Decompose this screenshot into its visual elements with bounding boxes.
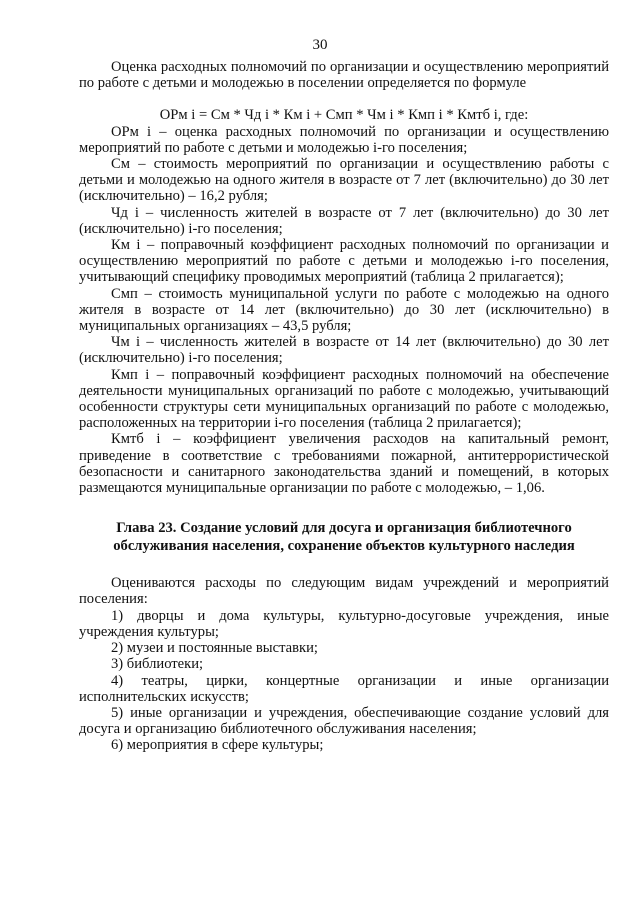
list-item: 2) музеи и постоянные выставки; [111, 640, 318, 657]
list-item: 1) дворцы и дома культуры, культурно-досуговые учреждения, иные учреждения культуры; [79, 607, 609, 640]
definition-kmtb: Кмтб i – коэффициент увеличения расходов на капитальный ремонт, приведение в соответствие с требованиями пожарной, антитеррористической безопасности и санитарного законодательства зданий и помещений, в которых размещаются муниципальные организации по работе с молодежью, – 1,06. [79, 431, 609, 497]
definition-chd: Чд i – численность жителей в возрасте от 7 лет (включительно) до 30 лет (исключительно) i-го поселения; [79, 204, 609, 237]
chapter-heading [79, 520, 609, 555]
definition-smp: Смп – стоимость муниципальной услуги по работе с молодежью на одного жителя в возрасте от 14 лет (включительно) до 30 лет (исключительно) в муниципальных организациях – 43,5 рубля; [79, 285, 609, 335]
chapter-heading-line-2: обслуживания населения, сохранение объектов культурного наследия [113, 537, 575, 554]
definition-kmp: Кмп i – поправочный коэффициент расходных полномочий на обеспечение деятельности муниципальных организаций по работе с молодежью, учитывающий особенности структуры сети муниципальных организаций по работе с молодежью, расположенных на территории i-го поселения (таблица 2 прилагается); [79, 366, 609, 432]
definition-ormi: ОРм i – оценка расходных полномочий по организации и осуществлению мероприятий по работе с детьми и молодежью i-го поселения; [79, 123, 609, 156]
definition-chm: Чм i – численность жителей в возрасте от 14 лет (включительно) до 30 лет (исключительно) i-го поселения; [79, 334, 609, 367]
list-item: 5) иные организации и учреждения, обеспечивающие создание условий для досуга и организацию библиотечного обслуживания населения; [79, 704, 609, 738]
definition-sm: См – стоимость мероприятий по организации и осуществлению работы с детьми и молодежью на одного жителя в возрасте от 7 лет (включительно) до 30 лет (исключительно) – 16,2 рубля; [79, 156, 609, 205]
list-item: 6) мероприятия в сфере культуры; [111, 737, 324, 754]
section-intro: Оцениваются расходы по следующим видам учреждений и мероприятий поселения: [79, 575, 609, 608]
list-item: 3) библиотеки; [111, 656, 204, 673]
chapter-heading-line-1: Глава 23. Создание условий для досуга и организация библиотечного [116, 520, 572, 537]
list-item: 4) театры, цирки, концертные организации и иные организации исполнительских искусств; [79, 672, 609, 705]
document-body [79, 59, 609, 754]
formula: ОРм i = См * Чд i * Км i + Смп * Чм i * Кмп i * Кмтб i, где: [159, 107, 529, 124]
intro-paragraph: Оценка расходных полномочий по организации и осуществлению мероприятий по работе с детьми и молодежью в поселении определяется по формуле [79, 59, 609, 92]
page-number: 30 [312, 37, 328, 53]
definition-km: Км i – поправочный коэффициент расходных полномочий по организации и осуществлению мероприятий по работе с детьми и молодежью i-го поселения, учитывающий специфику проводимых мероприятий (таблица 2 прилагается); [79, 237, 609, 286]
